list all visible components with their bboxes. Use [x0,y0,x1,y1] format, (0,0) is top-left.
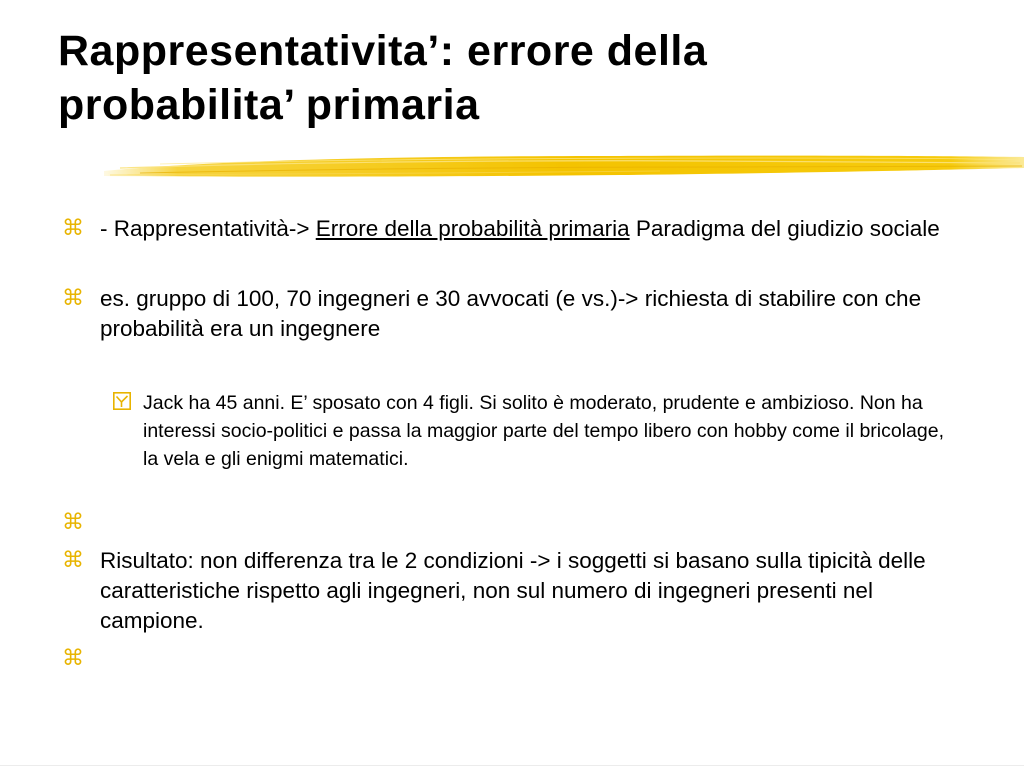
bullet-icon: ⌘ [62,548,84,573]
check-icon [113,392,131,410]
title-line-2: probabilita’ primaria [58,81,480,129]
bullet-text: Risultato: non differenza tra le 2 condizioni -> i soggetti si basano sulla tipicità delle caratteristiche rispetto agli ingegneri, non sul numero di ingegneri presenti nel campione. [100,548,926,633]
bullet-text: - Rappresentatività-> Errore della probabilità primaria Paradigma del giudizio sociale [100,216,940,241]
slide-title [58,24,998,132]
bullet-text: es. gruppo di 100, 70 ingegneri e 30 avvocati (e vs.)-> richiesta di stabilire con che probabilità era un ingegnere [100,286,922,341]
bullet-icon: ⌘ [62,216,84,241]
yellow-brush-stroke [100,146,1024,186]
bullet-icon: ⌘ [62,510,84,535]
underlined-term: Errore della probabilità primaria [315,216,630,241]
title-line-1: Rappresentativita’: errore della [58,27,708,75]
sub-bullet-text: Jack ha 45 anni. E’ sposato con 4 figli. Si solito è moderato, prudente e ambizioso. Non ha interessi socio-politici e passa la maggior parte del tempo libero con hobby come il bricolage, la vela e gli enigmi matematici. [143,392,944,470]
bullet-icon: ⌘ [62,646,84,671]
checkbox-with-check-icon [113,392,143,414]
divider [0,765,1024,766]
bullet-icon: ⌘ [62,286,84,311]
